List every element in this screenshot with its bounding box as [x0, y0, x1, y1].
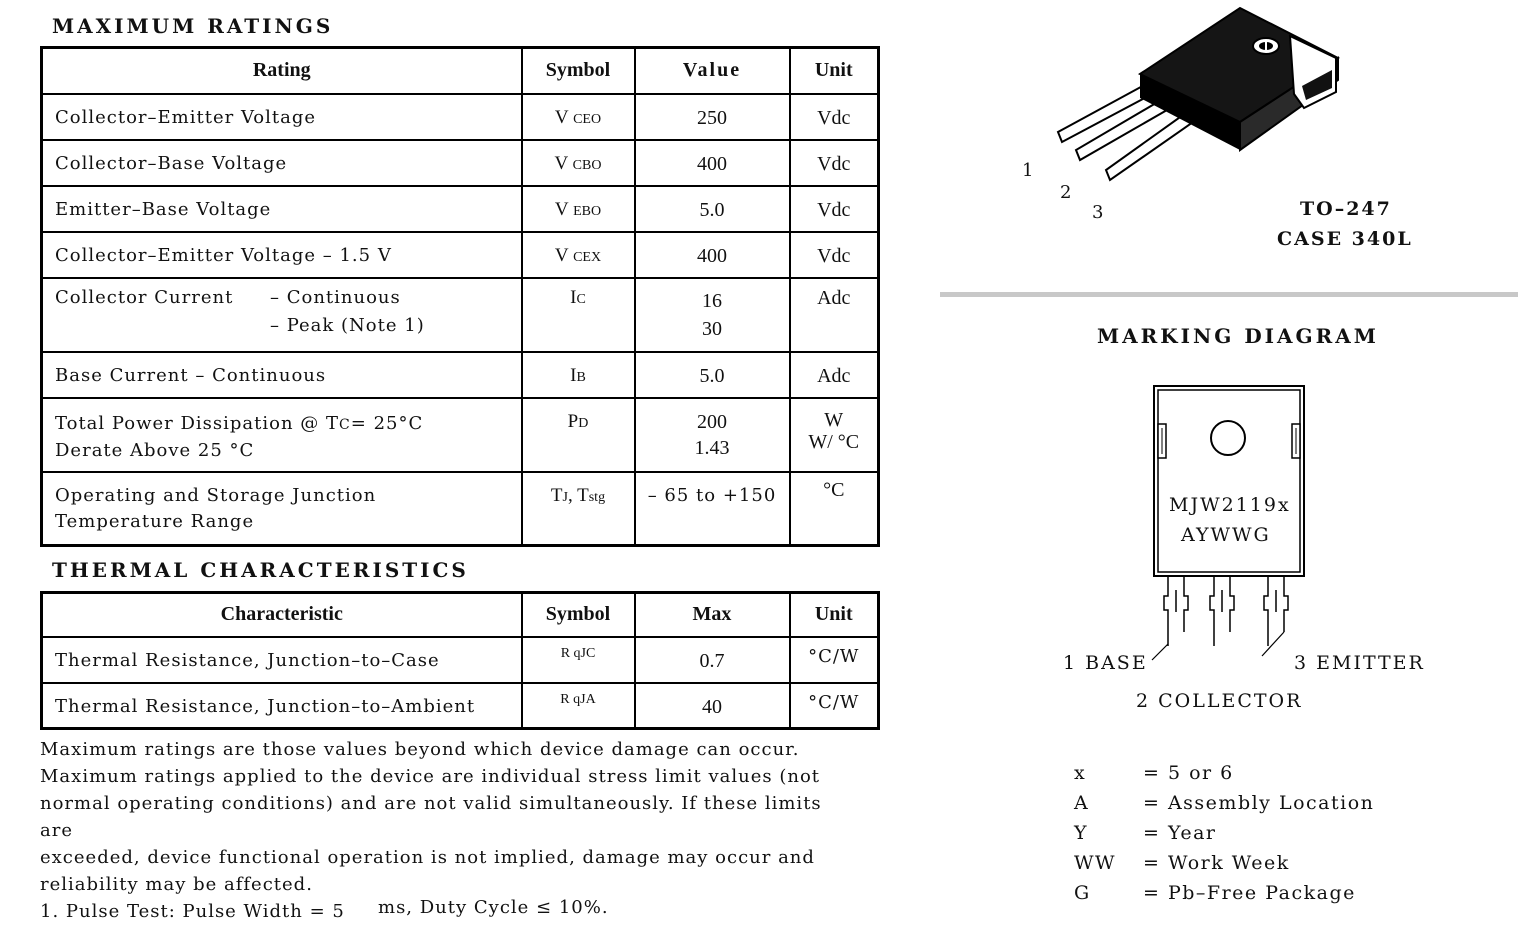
unit-cell: Adc: [790, 352, 879, 398]
table-row: [42, 94, 879, 140]
note-line: normal operating conditions) and are not valid simultaneously. If these limits are: [40, 793, 822, 841]
legend-desc: = 5 or 6: [1143, 762, 1234, 784]
to247-package-drawing: [1040, 0, 1350, 195]
header-value: Value: [635, 48, 790, 94]
pin-label-base: 1 BASE: [1063, 652, 1148, 674]
note-line: exceeded, device functional operation is not implied, damage may occur and: [40, 847, 815, 868]
rating-cell: Base Current – Continuous: [42, 352, 522, 398]
value-cell: – 65 to +150: [635, 472, 790, 546]
pin-number-3: 3: [1092, 202, 1104, 223]
table-header-row: [42, 48, 879, 94]
ratings-notes: [40, 736, 860, 925]
header-rating: Rating: [42, 48, 522, 94]
unit-cell: °C/W: [790, 683, 879, 729]
symbol-cell: PD: [522, 398, 635, 472]
thermal-table: [40, 591, 880, 730]
package-case: CASE 340L: [1277, 228, 1413, 250]
header-unit: Unit: [790, 48, 879, 94]
legend-desc: = Assembly Location: [1143, 792, 1375, 814]
marking-diagram-title: MARKING DIAGRAM: [1097, 324, 1379, 348]
unit-cell: W W/ °C: [790, 398, 879, 472]
unit-cell: Vdc: [790, 232, 879, 278]
table-row: [42, 683, 879, 729]
legend-desc: = Year: [1143, 822, 1217, 844]
note-line: Maximum ratings are those values beyond which device damage can occur.: [40, 739, 800, 760]
header-characteristic: Characteristic: [42, 593, 522, 637]
unit-cell: Vdc: [790, 94, 879, 140]
unit-cell: °C: [790, 472, 879, 546]
note-line: Maximum ratings applied to the device are individual stress limit values (not: [40, 766, 821, 787]
symbol-cell: IB: [522, 352, 635, 398]
marking-line-2: AYWWG: [1181, 524, 1271, 546]
table-row: [42, 352, 879, 398]
max-ratings-title: MAXIMUM RATINGS: [52, 14, 334, 38]
table-row: [42, 186, 879, 232]
legend-desc: = Work Week: [1143, 852, 1290, 874]
pin-number-2: 2: [1060, 182, 1072, 203]
legend-key: Y: [1074, 822, 1089, 844]
rating-sub-continuous: – Continuous: [270, 286, 401, 308]
max-cell: 40: [635, 683, 790, 729]
unit-cell: Vdc: [790, 186, 879, 232]
symbol-cell: IC: [522, 278, 635, 352]
note-line: reliability may be affected.: [40, 874, 313, 895]
pin-label-collector: 2 COLLECTOR: [1136, 690, 1303, 712]
legend-key: x: [1074, 762, 1087, 784]
rating-cell: Operating and Storage Junction Temperature Range: [42, 472, 522, 546]
legend-key: WW: [1074, 852, 1117, 874]
marking-line-1: MJW2119x: [1169, 494, 1291, 516]
max-ratings-table: [40, 46, 880, 547]
symbol-cell: V CEO: [522, 94, 635, 140]
legend-key: G: [1074, 882, 1091, 904]
table-row: [42, 637, 879, 683]
value-cell: 5.0: [635, 186, 790, 232]
table-row: [42, 232, 879, 278]
characteristic-cell: Thermal Resistance, Junction–to–Case: [42, 637, 522, 683]
max-cell: 0.7: [635, 637, 790, 683]
value-cell: 400: [635, 140, 790, 186]
symbol-cell: TJ, Tstg: [522, 472, 635, 546]
value-cell: 16 30: [635, 278, 790, 352]
legend-desc: = Pb–Free Package: [1143, 882, 1356, 904]
table-header-row: [42, 593, 879, 637]
table-row: [42, 278, 879, 352]
section-divider: [940, 292, 1518, 297]
pin-number-1: 1: [1022, 160, 1034, 181]
rating-cell: Collector–Base Voltage: [42, 140, 522, 186]
value-cell: 400: [635, 232, 790, 278]
header-unit: Unit: [790, 593, 879, 637]
characteristic-cell: Thermal Resistance, Junction–to–Ambient: [42, 683, 522, 729]
value-cell: 5.0: [635, 352, 790, 398]
table-row: [42, 472, 879, 546]
rating-cell: [42, 278, 522, 352]
unit-cell: Adc: [790, 278, 879, 352]
thermal-title: THERMAL CHARACTERISTICS: [52, 558, 469, 582]
legend-key: A: [1074, 792, 1090, 814]
header-symbol: Symbol: [522, 593, 635, 637]
symbol-cell: V EBO: [522, 186, 635, 232]
symbol-cell: R qJA: [522, 683, 635, 729]
value-cell: 200 1.43: [635, 398, 790, 472]
note-1: 1. Pulse Test: Pulse Width = 5 ms, Duty Cycle ≤ 10%.: [40, 897, 609, 922]
rating-cell: Collector–Emitter Voltage – 1.5 V: [42, 232, 522, 278]
rating-sub-peak: – Peak (Note 1): [270, 314, 425, 336]
value-cell: 250: [635, 94, 790, 140]
rating-cell: Emitter–Base Voltage: [42, 186, 522, 232]
header-max: Max: [635, 593, 790, 637]
symbol-cell: V CBO: [522, 140, 635, 186]
table-row: [42, 398, 879, 472]
rating-cell: Total Power Dissipation @ TC= 25°C Derate Above 25 °C: [42, 398, 522, 472]
rating-label: Collector Current: [55, 286, 234, 308]
table-row: [42, 140, 879, 186]
unit-cell: °C/W: [790, 637, 879, 683]
symbol-cell: R qJC: [522, 637, 635, 683]
unit-cell: Vdc: [790, 140, 879, 186]
symbol-cell: V CEX: [522, 232, 635, 278]
header-symbol: Symbol: [522, 48, 635, 94]
rating-cell: Collector–Emitter Voltage: [42, 94, 522, 140]
pin-label-emitter: 3 EMITTER: [1294, 652, 1425, 674]
package-name: TO–247: [1300, 198, 1392, 220]
